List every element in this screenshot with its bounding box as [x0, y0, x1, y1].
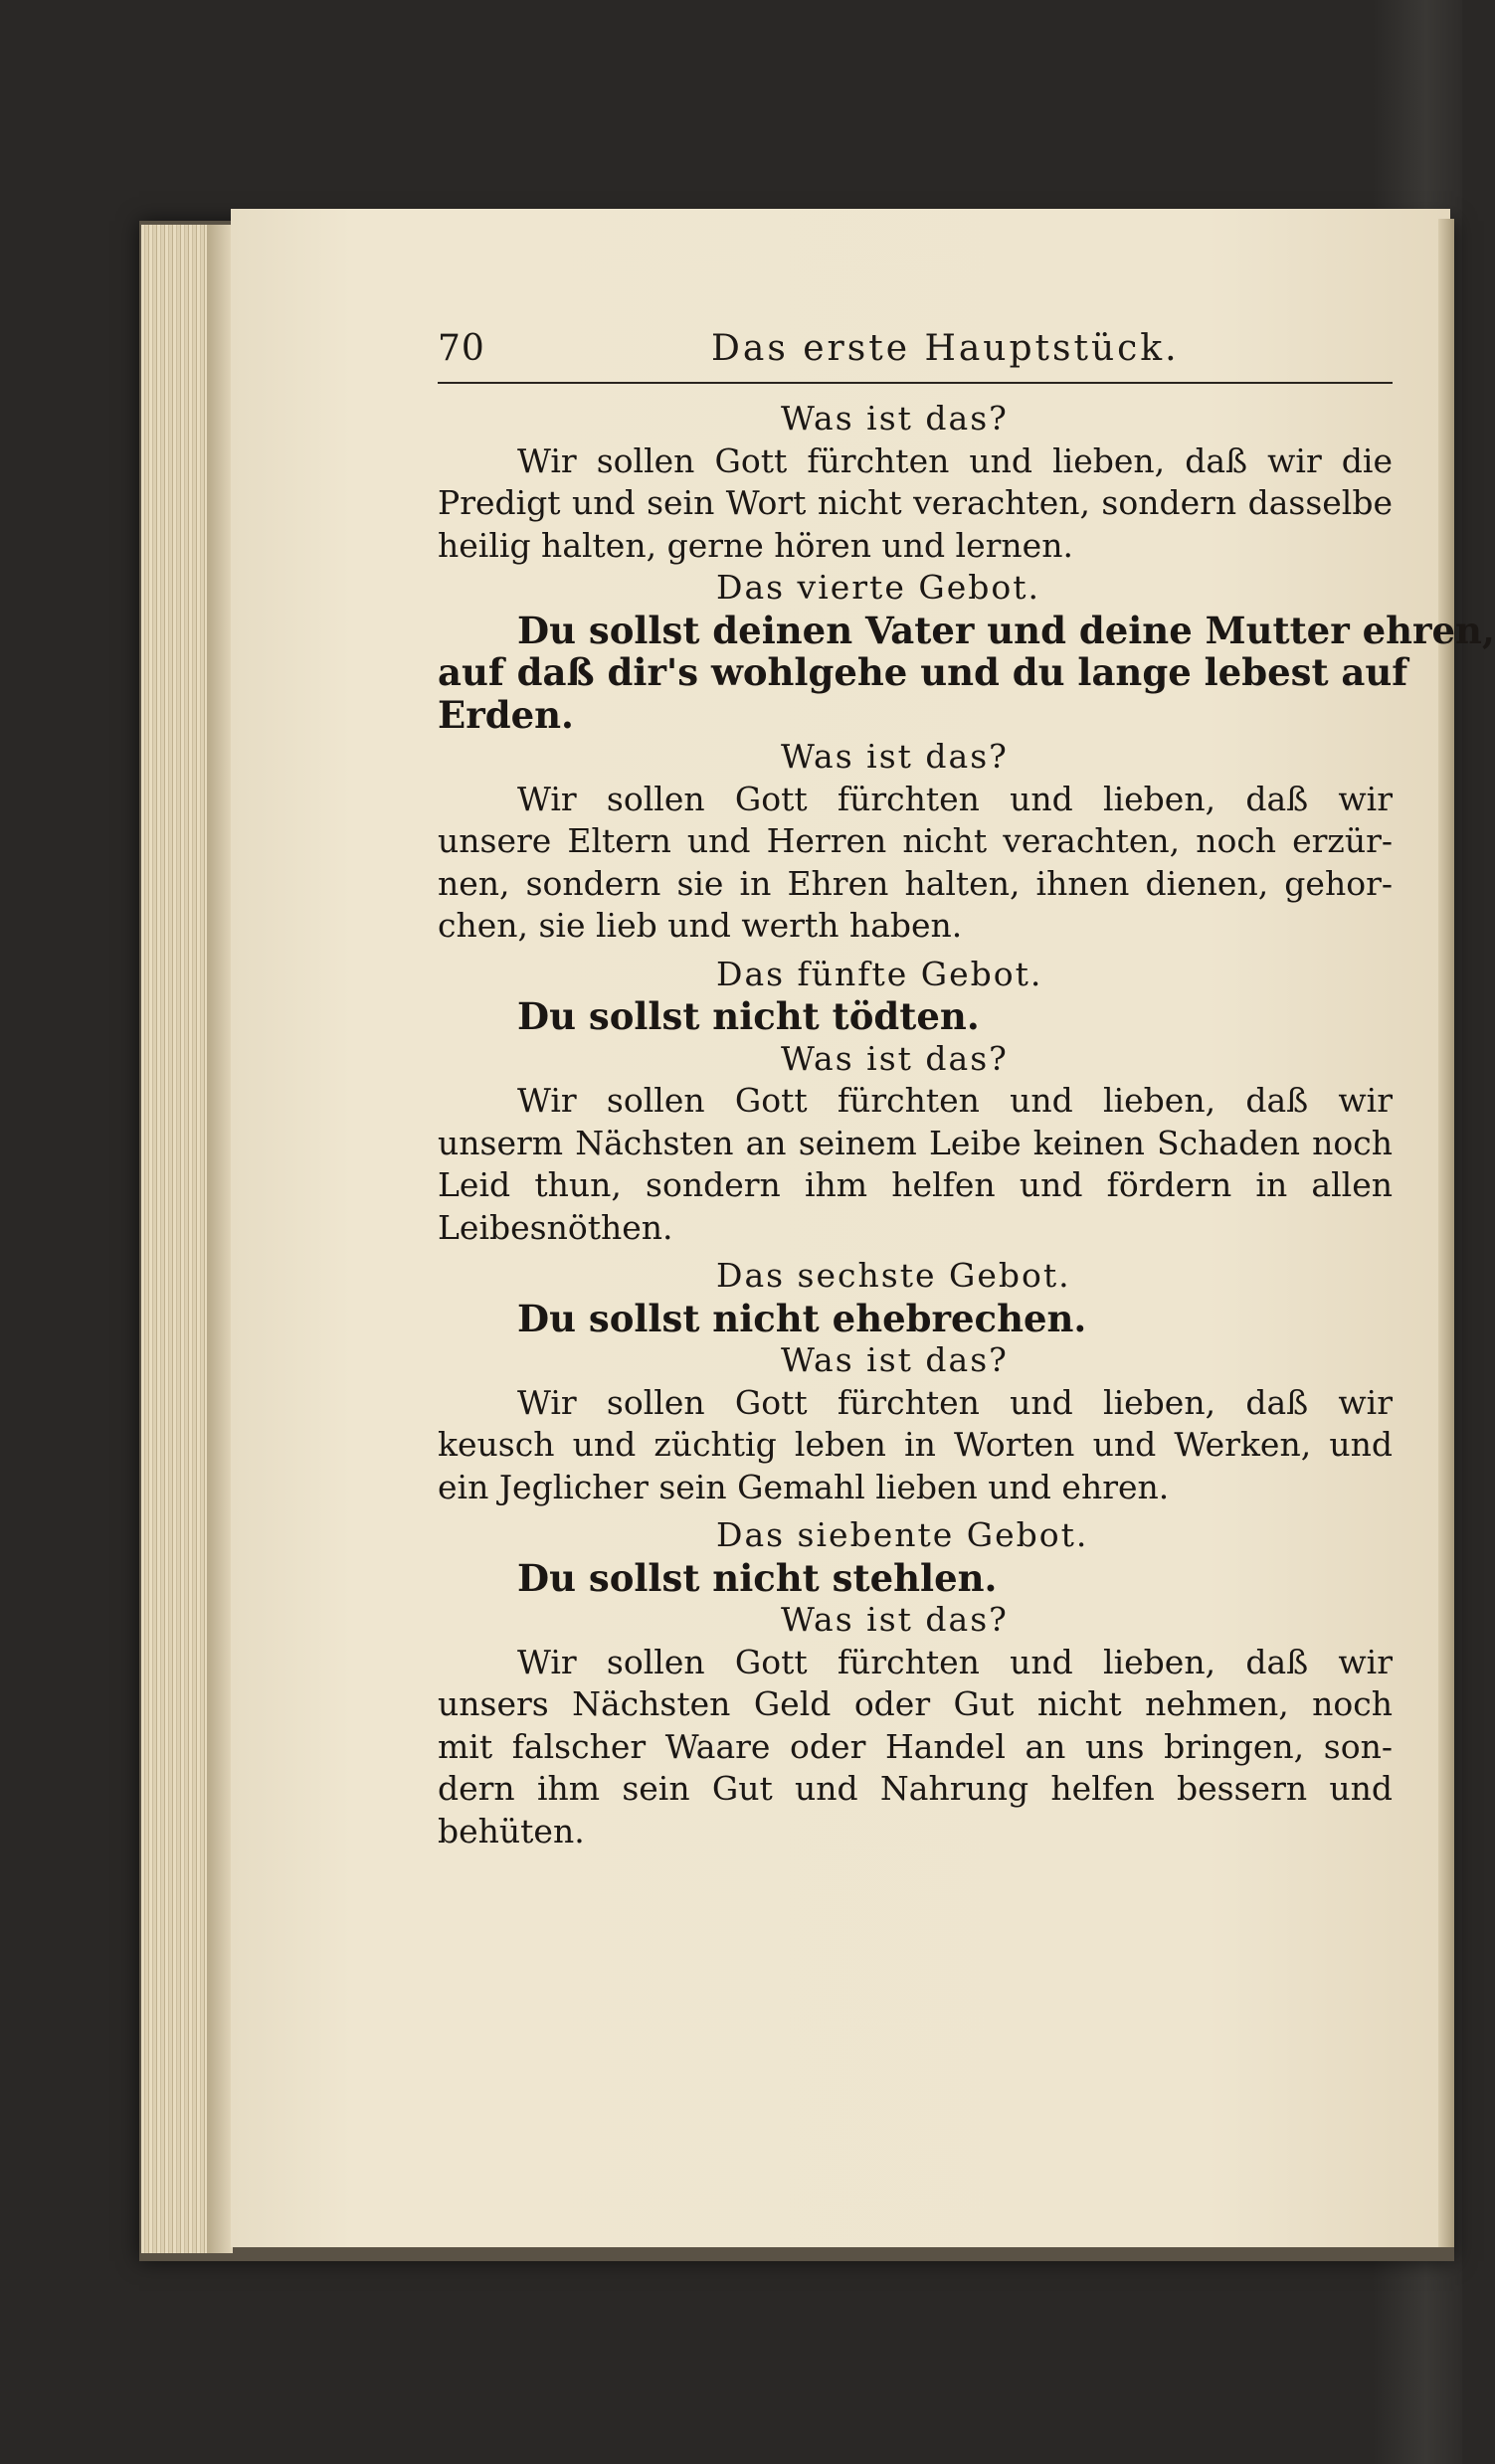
commandment-text: auf daß dir's wohlgehe und du lange lebest auf — [438, 650, 1408, 694]
answer-line: Predigt und sein Wort nicht verachten, sondern dasselbe — [438, 483, 1393, 522]
header-rule — [438, 382, 1393, 384]
answer-line: Leibesnöthen. — [438, 1207, 673, 1247]
answer-line: Wir sollen Gott fürchten und lieben, daß wir — [517, 1642, 1393, 1681]
question: Was ist das? — [781, 399, 1009, 438]
question: Was ist das? — [781, 1600, 1009, 1639]
answer-line: mit falscher Waare oder Handel an uns bringen, son- — [438, 1726, 1393, 1766]
answer-line: ein Jeglicher sein Gemahl lieben und ehren. — [438, 1467, 1170, 1506]
page-text — [438, 398, 1495, 1852]
commandment-heading: Das sechste Gebot. — [716, 1256, 1071, 1295]
answer-line: heilig halten, gerne hören und lernen. — [438, 525, 1073, 565]
page-right-edge — [1438, 219, 1454, 2247]
answer-line: Wir sollen Gott fürchten und lieben, daß wir die — [517, 440, 1393, 480]
answer-line: unsere Eltern und Herren nicht verachten, noch erzür- — [438, 821, 1393, 860]
question: Was ist das? — [781, 737, 1009, 776]
commandment-heading: Das vierte Gebot. — [716, 568, 1040, 607]
answer-line: Wir sollen Gott fürchten und lieben, daß wir — [517, 1382, 1393, 1422]
commandment-text: Du sollst nicht ehebrechen. — [517, 1296, 1087, 1340]
answer-line: unsers Nächsten Geld oder Gut nicht nehmen, noch — [438, 1684, 1393, 1723]
running-head: Das erste Hauptstück. — [711, 328, 1180, 369]
answer-line: chen, sie lieb und werth haben. — [438, 906, 963, 945]
answer-line: behüten. — [438, 1811, 585, 1850]
commandment-heading: Das siebente Gebot. — [716, 1515, 1089, 1554]
commandment-heading: Das fünfte Gebot. — [716, 954, 1043, 993]
commandment-text: Du sollst deinen Vater und deine Mutter ehren, — [517, 608, 1495, 652]
commandment-text: Erden. — [438, 692, 574, 737]
commandment-text: Du sollst nicht stehlen. — [517, 1555, 998, 1600]
answer-line: Wir sollen Gott fürchten und lieben, daß wir — [517, 1081, 1393, 1120]
question: Was ist das? — [781, 1340, 1009, 1379]
question: Was ist das? — [781, 1038, 1009, 1078]
answer-line: unserm Nächsten an seinem Leibe keinen Schaden noch — [438, 1123, 1393, 1162]
answer-line: Leid thun, sondern ihm helfen und fördern in allen — [438, 1165, 1393, 1204]
commandment-text: Du sollst nicht tödten. — [517, 994, 980, 1038]
answer-line: keusch und züchtig leben in Worten und Werken, und — [438, 1425, 1393, 1464]
answer-line: dern ihm sein Gut und Nahrung helfen bessern und — [438, 1769, 1393, 1808]
page-stack-edge — [141, 225, 211, 2253]
answer-line: Wir sollen Gott fürchten und lieben, daß wir — [517, 779, 1393, 818]
page-gutter — [207, 225, 233, 2253]
page-number: 70 — [438, 328, 485, 369]
answer-line: nen, sondern sie in Ehren halten, ihnen dienen, gehor- — [438, 863, 1393, 903]
page-header — [438, 328, 1393, 384]
